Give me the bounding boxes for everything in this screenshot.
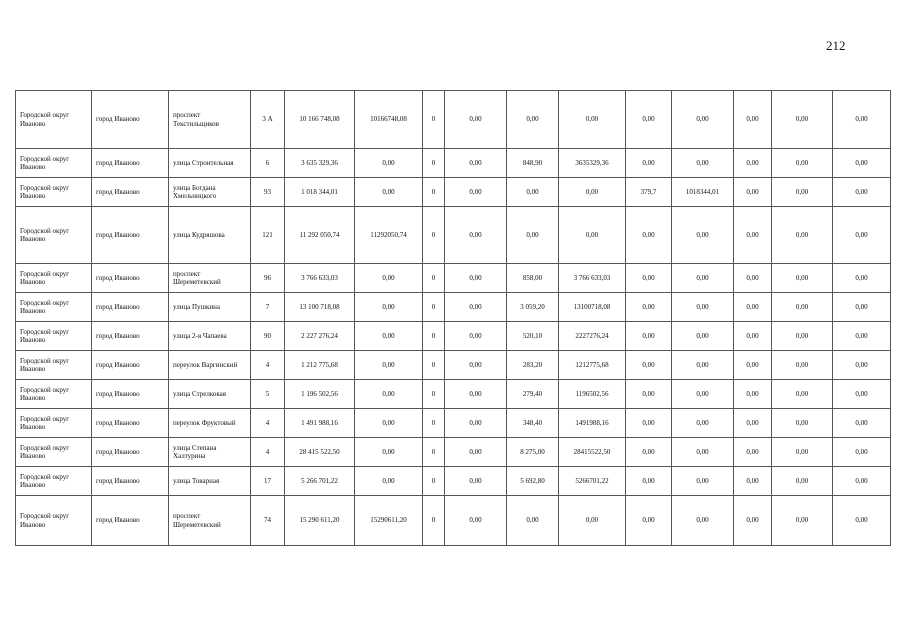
- total-cost-cell: 1 196 502,56: [285, 380, 355, 409]
- count-col-7-cell: 0: [423, 438, 445, 467]
- value-col-13-cell: 0,00: [734, 438, 772, 467]
- cost-col-10-cell: 3 766 633,03: [559, 264, 626, 293]
- total-cost-cell: 1 018 344,01: [285, 178, 355, 207]
- value-col-8-cell: 0,00: [445, 149, 507, 178]
- total-cost-cell: 11 292 050,74: [285, 207, 355, 264]
- cost-col-6-cell: 15290611,20: [355, 496, 423, 546]
- table-body: [16, 91, 891, 546]
- value-col-15-cell: 0,00: [833, 264, 891, 293]
- cost-col-12-cell: 0,00: [672, 467, 734, 496]
- district-cell: Городской округ Иваново: [16, 467, 92, 496]
- street-cell: улица Кудряшова: [169, 207, 251, 264]
- district-cell: Городской округ Иваново: [16, 91, 92, 149]
- table-row: [16, 91, 891, 149]
- house-number-cell: 4: [251, 409, 285, 438]
- value-col-14-cell: 0,00: [772, 467, 833, 496]
- total-cost-cell: 10 166 748,08: [285, 91, 355, 149]
- area-cell: 858,00: [507, 264, 559, 293]
- area-cell: 279,40: [507, 380, 559, 409]
- district-cell: Городской округ Иваново: [16, 207, 92, 264]
- page-number: 212: [826, 38, 846, 53]
- cost-col-6-cell: 0,00: [355, 178, 423, 207]
- count-col-7-cell: 0: [423, 380, 445, 409]
- street-cell: проспект Шереметевский: [169, 264, 251, 293]
- value-col-15-cell: 0,00: [833, 351, 891, 380]
- table-row: [16, 149, 891, 178]
- cost-col-12-cell: 0,00: [672, 409, 734, 438]
- city-cell: город Иваново: [92, 438, 169, 467]
- house-number-cell: 6: [251, 149, 285, 178]
- house-number-cell: 93: [251, 178, 285, 207]
- value-col-8-cell: 0,00: [445, 496, 507, 546]
- value-col-15-cell: 0,00: [833, 438, 891, 467]
- table-row: [16, 264, 891, 293]
- count-col-7-cell: 0: [423, 467, 445, 496]
- area-col-11-cell: 0,00: [626, 467, 672, 496]
- value-col-13-cell: 0,00: [734, 149, 772, 178]
- value-col-15-cell: 0,00: [833, 322, 891, 351]
- value-col-8-cell: 0,00: [445, 322, 507, 351]
- value-col-14-cell: 0,00: [772, 380, 833, 409]
- value-col-14-cell: 0,00: [772, 438, 833, 467]
- value-col-13-cell: 0,00: [734, 264, 772, 293]
- total-cost-cell: 28 415 522,50: [285, 438, 355, 467]
- house-number-cell: 90: [251, 322, 285, 351]
- cost-col-6-cell: 0,00: [355, 438, 423, 467]
- city-cell: город Иваново: [92, 322, 169, 351]
- count-col-7-cell: 0: [423, 351, 445, 380]
- table-row: [16, 438, 891, 467]
- value-col-8-cell: 0,00: [445, 438, 507, 467]
- area-col-11-cell: 0,00: [626, 293, 672, 322]
- value-col-15-cell: 0,00: [833, 91, 891, 149]
- area-cell: 0,00: [507, 207, 559, 264]
- cost-col-12-cell: 0,00: [672, 149, 734, 178]
- house-number-cell: 7: [251, 293, 285, 322]
- cost-col-10-cell: 1212775,68: [559, 351, 626, 380]
- area-cell: 8 275,00: [507, 438, 559, 467]
- count-col-7-cell: 0: [423, 293, 445, 322]
- city-cell: город Иваново: [92, 178, 169, 207]
- cost-col-12-cell: 0,00: [672, 322, 734, 351]
- street-cell: проспект Текстильщиков: [169, 91, 251, 149]
- value-col-14-cell: 0,00: [772, 91, 833, 149]
- count-col-7-cell: 0: [423, 322, 445, 351]
- house-number-cell: 3 А: [251, 91, 285, 149]
- cost-col-6-cell: 0,00: [355, 409, 423, 438]
- street-cell: улица Стрелковая: [169, 380, 251, 409]
- cost-col-10-cell: 2227276,24: [559, 322, 626, 351]
- area-cell: 5 692,80: [507, 467, 559, 496]
- city-cell: город Иваново: [92, 149, 169, 178]
- city-cell: город Иваново: [92, 467, 169, 496]
- cost-col-6-cell: 0,00: [355, 322, 423, 351]
- street-cell: переулок Варгинский: [169, 351, 251, 380]
- value-col-14-cell: 0,00: [772, 409, 833, 438]
- value-col-13-cell: 0,00: [734, 207, 772, 264]
- city-cell: город Иваново: [92, 351, 169, 380]
- value-col-13-cell: 0,00: [734, 467, 772, 496]
- table-row: [16, 293, 891, 322]
- cost-col-6-cell: 10166748,08: [355, 91, 423, 149]
- cost-col-6-cell: 0,00: [355, 467, 423, 496]
- cost-col-6-cell: 0,00: [355, 293, 423, 322]
- street-cell: улица Товарная: [169, 467, 251, 496]
- street-cell: улица Строительная: [169, 149, 251, 178]
- value-col-13-cell: 0,00: [734, 293, 772, 322]
- value-col-8-cell: 0,00: [445, 409, 507, 438]
- area-col-11-cell: 0,00: [626, 207, 672, 264]
- house-number-cell: 4: [251, 438, 285, 467]
- area-col-11-cell: 0,00: [626, 496, 672, 546]
- area-col-11-cell: 0,00: [626, 438, 672, 467]
- city-cell: город Иваново: [92, 91, 169, 149]
- district-cell: Городской округ Иваново: [16, 322, 92, 351]
- cost-col-12-cell: 0,00: [672, 91, 734, 149]
- street-cell: улица 2-я Чапаева: [169, 322, 251, 351]
- value-col-14-cell: 0,00: [772, 149, 833, 178]
- street-cell: улица Степана Халтурина: [169, 438, 251, 467]
- cost-col-6-cell: 0,00: [355, 380, 423, 409]
- cost-col-12-cell: 0,00: [672, 351, 734, 380]
- cost-col-10-cell: 28415522,50: [559, 438, 626, 467]
- total-cost-cell: 5 266 701,22: [285, 467, 355, 496]
- house-number-cell: 121: [251, 207, 285, 264]
- value-col-8-cell: 0,00: [445, 351, 507, 380]
- count-col-7-cell: 0: [423, 409, 445, 438]
- district-cell: Городской округ Иваново: [16, 438, 92, 467]
- count-col-7-cell: 0: [423, 207, 445, 264]
- cost-col-10-cell: 0,00: [559, 91, 626, 149]
- area-col-11-cell: 0,00: [626, 409, 672, 438]
- value-col-8-cell: 0,00: [445, 264, 507, 293]
- cost-col-10-cell: 5266701,22: [559, 467, 626, 496]
- district-cell: Городской округ Иваново: [16, 149, 92, 178]
- value-col-13-cell: 0,00: [734, 409, 772, 438]
- table-row: [16, 178, 891, 207]
- value-col-8-cell: 0,00: [445, 380, 507, 409]
- city-cell: город Иваново: [92, 380, 169, 409]
- cost-col-10-cell: 13100718,08: [559, 293, 626, 322]
- house-number-cell: 96: [251, 264, 285, 293]
- cost-col-10-cell: 0,00: [559, 178, 626, 207]
- district-cell: Городской округ Иваново: [16, 178, 92, 207]
- district-cell: Городской округ Иваново: [16, 264, 92, 293]
- value-col-14-cell: 0,00: [772, 293, 833, 322]
- value-col-8-cell: 0,00: [445, 178, 507, 207]
- city-cell: город Иваново: [92, 264, 169, 293]
- count-col-7-cell: 0: [423, 178, 445, 207]
- area-cell: 3 059,20: [507, 293, 559, 322]
- area-col-11-cell: 0,00: [626, 380, 672, 409]
- table-row: [16, 207, 891, 264]
- district-cell: Городской округ Иваново: [16, 380, 92, 409]
- cost-col-12-cell: 0,00: [672, 380, 734, 409]
- count-col-7-cell: 0: [423, 149, 445, 178]
- district-cell: Городской округ Иваново: [16, 409, 92, 438]
- area-col-11-cell: 0,00: [626, 351, 672, 380]
- street-cell: улица Богдана Хмельницкого: [169, 178, 251, 207]
- cost-col-10-cell: 1196502,56: [559, 380, 626, 409]
- cost-col-6-cell: 11292050,74: [355, 207, 423, 264]
- cost-col-12-cell: 0,00: [672, 438, 734, 467]
- district-cell: Городской округ Иваново: [16, 496, 92, 546]
- cost-col-12-cell: 0,00: [672, 496, 734, 546]
- total-cost-cell: 3 766 633,03: [285, 264, 355, 293]
- value-col-13-cell: 0,00: [734, 351, 772, 380]
- area-col-11-cell: 379,7: [626, 178, 672, 207]
- city-cell: город Иваново: [92, 207, 169, 264]
- value-col-14-cell: 0,00: [772, 264, 833, 293]
- area-col-11-cell: 0,00: [626, 91, 672, 149]
- cost-col-10-cell: 0,00: [559, 496, 626, 546]
- cost-col-10-cell: 1491988,16: [559, 409, 626, 438]
- house-number-cell: 17: [251, 467, 285, 496]
- value-col-14-cell: 0,00: [772, 496, 833, 546]
- cost-col-6-cell: 0,00: [355, 149, 423, 178]
- house-number-cell: 74: [251, 496, 285, 546]
- total-cost-cell: 15 290 611,20: [285, 496, 355, 546]
- value-col-15-cell: 0,00: [833, 467, 891, 496]
- city-cell: город Иваново: [92, 496, 169, 546]
- value-col-15-cell: 0,00: [833, 178, 891, 207]
- count-col-7-cell: 0: [423, 496, 445, 546]
- area-cell: 0,00: [507, 178, 559, 207]
- cost-col-6-cell: 0,00: [355, 351, 423, 380]
- cost-col-12-cell: 0,00: [672, 207, 734, 264]
- value-col-14-cell: 0,00: [772, 207, 833, 264]
- table-row: [16, 496, 891, 546]
- cost-col-6-cell: 0,00: [355, 264, 423, 293]
- area-col-11-cell: 0,00: [626, 322, 672, 351]
- street-cell: улица Пушкина: [169, 293, 251, 322]
- table-row: [16, 322, 891, 351]
- cost-col-10-cell: 0,00: [559, 207, 626, 264]
- value-col-15-cell: 0,00: [833, 496, 891, 546]
- cost-col-12-cell: 0,00: [672, 293, 734, 322]
- table-row: [16, 409, 891, 438]
- area-cell: 0,00: [507, 496, 559, 546]
- total-cost-cell: 2 227 276,24: [285, 322, 355, 351]
- cost-col-12-cell: 0,00: [672, 264, 734, 293]
- city-cell: город Иваново: [92, 293, 169, 322]
- count-col-7-cell: 0: [423, 91, 445, 149]
- area-cell: 0,00: [507, 91, 559, 149]
- district-cell: Городской округ Иваново: [16, 351, 92, 380]
- value-col-13-cell: 0,00: [734, 178, 772, 207]
- cost-col-12-cell: 1018344,01: [672, 178, 734, 207]
- value-col-15-cell: 0,00: [833, 293, 891, 322]
- value-col-15-cell: 0,00: [833, 149, 891, 178]
- data-table: [15, 90, 891, 546]
- area-col-11-cell: 0,00: [626, 264, 672, 293]
- table-row: [16, 380, 891, 409]
- value-col-13-cell: 0,00: [734, 91, 772, 149]
- value-col-14-cell: 0,00: [772, 351, 833, 380]
- district-cell: Городской округ Иваново: [16, 293, 92, 322]
- value-col-13-cell: 0,00: [734, 380, 772, 409]
- city-cell: город Иваново: [92, 409, 169, 438]
- cost-col-10-cell: 3635329,36: [559, 149, 626, 178]
- table-row: [16, 351, 891, 380]
- value-col-14-cell: 0,00: [772, 322, 833, 351]
- total-cost-cell: 3 635 329,36: [285, 149, 355, 178]
- value-col-14-cell: 0,00: [772, 178, 833, 207]
- total-cost-cell: 13 100 718,08: [285, 293, 355, 322]
- value-col-15-cell: 0,00: [833, 380, 891, 409]
- total-cost-cell: 1 491 988,16: [285, 409, 355, 438]
- area-cell: 348,40: [507, 409, 559, 438]
- area-cell: 283,20: [507, 351, 559, 380]
- area-col-11-cell: 0,00: [626, 149, 672, 178]
- area-cell: 520,10: [507, 322, 559, 351]
- value-col-15-cell: 0,00: [833, 207, 891, 264]
- table-row: [16, 467, 891, 496]
- value-col-8-cell: 0,00: [445, 293, 507, 322]
- area-cell: 848,90: [507, 149, 559, 178]
- count-col-7-cell: 0: [423, 264, 445, 293]
- house-number-cell: 5: [251, 380, 285, 409]
- value-col-13-cell: 0,00: [734, 496, 772, 546]
- street-cell: переулок Фруктовый: [169, 409, 251, 438]
- total-cost-cell: 1 212 775,68: [285, 351, 355, 380]
- value-col-13-cell: 0,00: [734, 322, 772, 351]
- street-cell: проспект Шереметевский: [169, 496, 251, 546]
- value-col-8-cell: 0,00: [445, 207, 507, 264]
- value-col-8-cell: 0,00: [445, 467, 507, 496]
- house-number-cell: 4: [251, 351, 285, 380]
- value-col-8-cell: 0,00: [445, 91, 507, 149]
- value-col-15-cell: 0,00: [833, 409, 891, 438]
